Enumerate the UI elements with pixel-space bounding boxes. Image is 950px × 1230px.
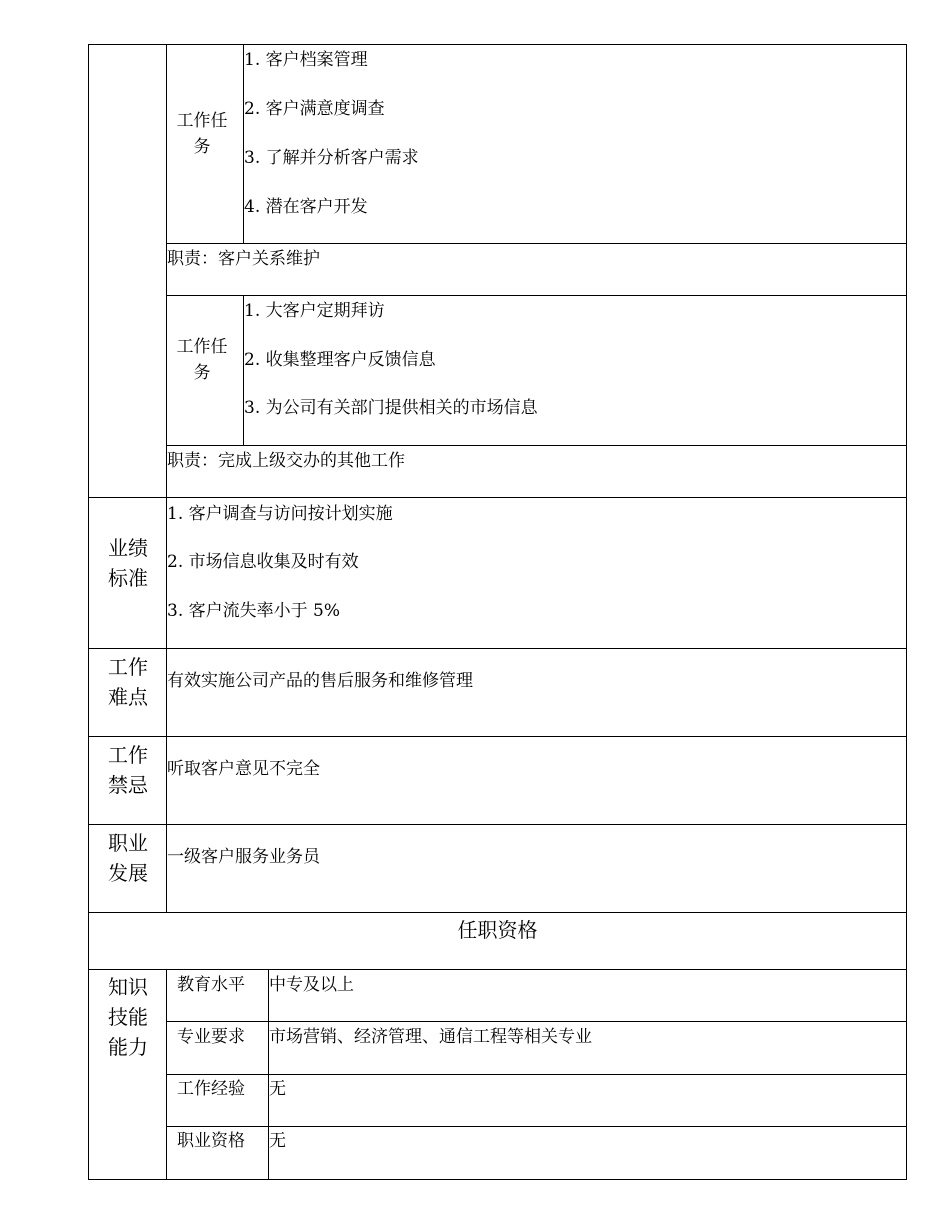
task-label: 工作任务 bbox=[176, 337, 228, 383]
performance-label: 业绩标准 bbox=[108, 536, 148, 590]
career-text: 一级客户服务业务员 bbox=[167, 847, 320, 867]
row-divider bbox=[88, 736, 907, 737]
column-divider bbox=[166, 969, 167, 1180]
row-divider bbox=[88, 497, 907, 498]
performance-item: 3. 客户流失率小于 5% bbox=[167, 601, 340, 621]
qualification-key: 专业要求 bbox=[177, 1027, 245, 1047]
task-item: 1. 客户档案管理 bbox=[244, 50, 368, 70]
qualification-key: 职业资格 bbox=[177, 1131, 245, 1151]
qualifications-label: 知识技能能力 bbox=[108, 975, 148, 1059]
taboo-label: 工作禁忌 bbox=[108, 743, 148, 797]
qualification-key: 教育水平 bbox=[177, 975, 245, 995]
row-divider bbox=[88, 824, 907, 825]
row-divider bbox=[166, 1074, 907, 1075]
taboo-text: 听取客户意见不完全 bbox=[167, 759, 320, 779]
qualification-value: 中专及以上 bbox=[269, 975, 354, 995]
row-divider bbox=[166, 295, 907, 296]
performance-item: 2. 市场信息收集及时有效 bbox=[167, 552, 359, 572]
row-divider bbox=[166, 1126, 907, 1127]
difficulty-text: 有效实施公司产品的售后服务和维修管理 bbox=[167, 671, 473, 691]
task-label: 工作任务 bbox=[176, 111, 228, 157]
row-divider bbox=[88, 648, 907, 649]
qualification-key: 工作经验 bbox=[177, 1079, 245, 1099]
career-label: 职业发展 bbox=[108, 831, 148, 885]
task-item: 3. 了解并分析客户需求 bbox=[244, 148, 419, 168]
task-item: 4. 潜在客户开发 bbox=[244, 197, 368, 217]
difficulty-label: 工作难点 bbox=[108, 655, 148, 709]
duty-line: 职责：客户关系维护 bbox=[167, 249, 320, 269]
task-item: 1. 大客户定期拜访 bbox=[244, 301, 385, 321]
duty-line: 职责：完成上级交办的其他工作 bbox=[167, 451, 405, 471]
row-divider bbox=[166, 1021, 907, 1022]
row-divider bbox=[88, 969, 907, 970]
row-divider bbox=[166, 445, 907, 446]
task-item: 3. 为公司有关部门提供相关的市场信息 bbox=[244, 398, 538, 418]
qualification-value: 无 bbox=[269, 1079, 286, 1099]
column-divider bbox=[166, 44, 167, 912]
qualification-value: 无 bbox=[269, 1131, 286, 1151]
row-divider bbox=[166, 243, 907, 244]
qualification-value: 市场营销、经济管理、通信工程等相关专业 bbox=[269, 1027, 592, 1047]
row-divider bbox=[88, 912, 907, 913]
performance-item: 1. 客户调查与访问按计划实施 bbox=[167, 504, 393, 524]
task-item: 2. 客户满意度调查 bbox=[244, 99, 385, 119]
qualifications-title: 任职资格 bbox=[457, 918, 538, 942]
task-item: 2. 收集整理客户反馈信息 bbox=[244, 350, 436, 370]
